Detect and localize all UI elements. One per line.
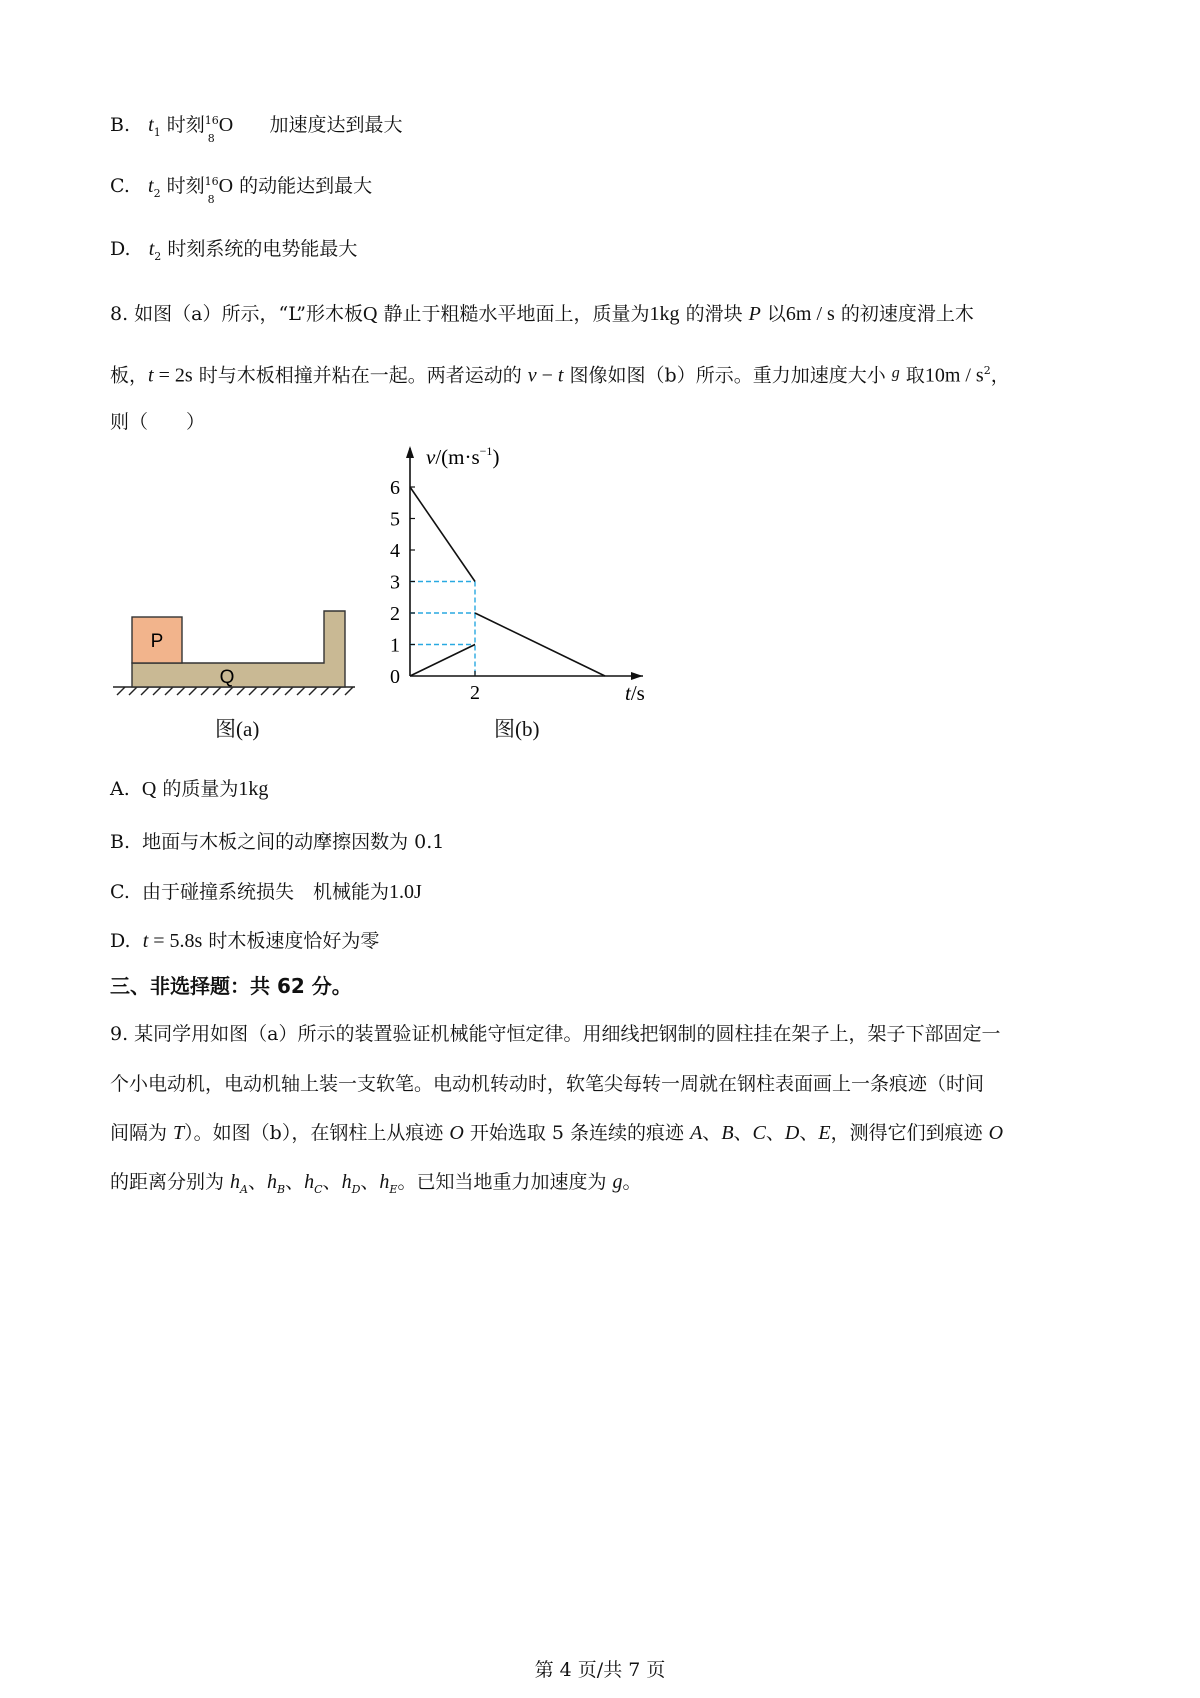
y-axis-label: $v/(m\cdot s^{-1})$	[426, 444, 500, 469]
ground-hatching	[113, 687, 355, 695]
x-tick-label: 2	[470, 682, 480, 704]
block-p-label: P	[150, 631, 164, 652]
option-d-top: D. $t_2$ 时刻系统的电势能最大	[110, 238, 358, 263]
y-tick-label: 5	[390, 508, 400, 531]
fig-a-caption: 图(a)	[215, 717, 260, 741]
series-line-2	[410, 645, 475, 677]
fig-b-caption: 图(b)	[494, 717, 540, 741]
y-tick-label: 4	[390, 540, 400, 562]
q8-line-2: 板，t = 2s 时与木板相撞并粘在一起。两者运动的 v − t 图像如图（b）所示。重力加速度大小 $^g$ 取$10m / s^2$，	[110, 364, 1010, 387]
q8-option-d: D. t = 5.8s 时木板速度恰好为零	[110, 930, 380, 952]
board-q-label: Q	[219, 667, 235, 688]
q9-line-2: 个小电动机，电动机轴上装一支软笔。电动机转动时，软笔尖每转一周就在钢柱表面画上一条痕迹（时间	[110, 1073, 985, 1095]
q8-line-3: 则（ ）	[110, 411, 206, 433]
series-line-3	[475, 613, 605, 676]
section-heading: 三、非选择题：共 62 分。	[110, 974, 352, 998]
y-tick-label: 3	[390, 571, 400, 594]
q8-option-b: B. 地面与木板之间的动摩擦因数为 0.1	[110, 831, 445, 853]
page-footer: 第 4 页/共 7 页	[534, 1659, 666, 1681]
q9-line-4: 的距离分别为 $h_A$、$h_B$、$h_C$、$h_D$、$h_E$。已知当地重力加速度为 g。	[110, 1171, 642, 1196]
x-axis-label: t/s	[625, 681, 645, 705]
q9-line-3: 间隔为 T）。如图（b），在钢柱上从痕迹 O 开始选取 5 条连续的痕迹 A、B、C、D、E，测得它们到痕迹 O	[110, 1122, 1004, 1144]
y-tick-label: 2	[390, 603, 400, 625]
q8-line-1: 8. 如图（a）所示，“L”形木板Q 静止于粗糙水平地面上，质量为1kg 的滑块 P 以6m / s 的初速度滑上木	[110, 303, 974, 325]
nuclide-o16: 16 8	[204, 175, 219, 206]
option-c-top: C. $t_2$ 时刻 16 8 O 的动能达到最大	[110, 172, 372, 208]
y-tick-label: 6	[390, 477, 400, 499]
series-line-1	[410, 487, 475, 582]
q8-option-c: C. 由于碰撞系统损失 机械能为1.0J	[110, 881, 422, 903]
x-axis-arrow	[631, 672, 643, 680]
y-tick-label: 0	[390, 666, 400, 688]
vt-chart	[380, 442, 660, 712]
y-tick-label: 1	[390, 634, 400, 657]
nuclide-o16: 16 8	[204, 114, 219, 145]
q9-line-1: 9. 某同学用如图（a）所示的装置验证机械能守恒定律。用细线把钢制的圆柱挂在架子上，架子下部固定一	[110, 1023, 1001, 1045]
q8-option-a: A. Q 的质量为1kg	[110, 778, 269, 800]
option-b-top: B. $t_1$ 时刻 16 8 O 加速度达到最大	[110, 111, 402, 147]
y-axis-arrow	[406, 446, 414, 458]
